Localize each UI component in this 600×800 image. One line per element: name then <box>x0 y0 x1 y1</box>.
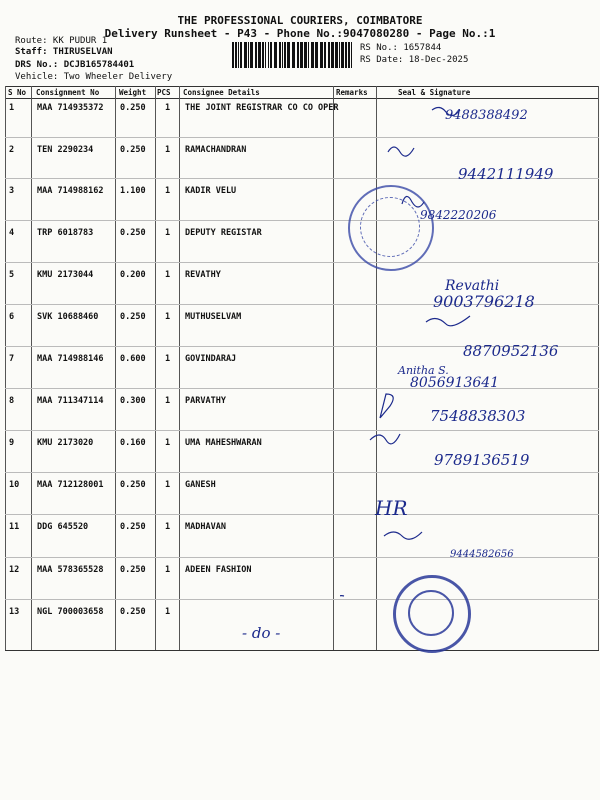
row-weight: 0.250 <box>120 522 146 532</box>
table-top-rule <box>5 86 599 87</box>
barcode-bar <box>339 42 340 68</box>
rs-date: RS Date: 18-Dec-2025 <box>360 55 469 65</box>
barcode-bar <box>331 42 334 68</box>
row-sno: 12 <box>9 565 20 575</box>
row-consignee: ADEEN FASHION <box>185 565 252 575</box>
handwritten-phone-7: 8056913641 <box>410 375 500 391</box>
row-consignee: DEPUTY REGISTAR <box>185 228 262 238</box>
row-sno: 1 <box>9 103 15 113</box>
barcode-bar <box>348 42 350 68</box>
row-sno: 9 <box>9 438 15 448</box>
runsheet-title: Delivery Runsheet - P43 - Phone No.:9047080280 - Page No.:1 <box>104 27 496 40</box>
row-weight: 0.250 <box>120 103 146 113</box>
barcode-bar <box>262 42 264 68</box>
barcode-bar <box>244 42 247 68</box>
barcode-bar <box>238 42 239 68</box>
barcode-bar <box>274 42 277 68</box>
drs-label: DRS No.: DCJB165784401 <box>15 60 135 70</box>
row-consignment: KMU 2173044 <box>37 270 94 280</box>
row-pcs: 1 <box>165 396 171 406</box>
row-consignee: MUTHUSELVAM <box>185 312 242 322</box>
row-consignee: GOVINDARAJ <box>185 354 237 364</box>
barcode <box>232 42 354 68</box>
row-pcs: 1 <box>165 186 171 196</box>
row-consignment: SVK 10688460 <box>37 312 99 322</box>
row-sno: 6 <box>9 312 15 322</box>
row-pcs: 1 <box>165 522 171 532</box>
row-weight: 0.600 <box>120 354 146 364</box>
row-consignee: THE JOINT REGISTRAR CO CO OPER <box>185 103 339 113</box>
barcode-bar <box>300 42 303 68</box>
row-sno: 7 <box>9 354 15 364</box>
row-consignment: TRP 6018783 <box>37 228 94 238</box>
barcode-bar <box>315 42 318 68</box>
row-consignee: REVATHY <box>185 270 221 280</box>
row-weight: 0.250 <box>120 480 146 490</box>
barcode-bar <box>250 42 253 68</box>
row-sno: 5 <box>9 270 15 280</box>
row-weight: 0.300 <box>120 396 146 406</box>
handwritten-phone-6: 8870952136 <box>463 342 559 360</box>
col-divider <box>31 86 32 650</box>
signature-scribbles <box>340 100 600 660</box>
row-consignee: UMA MAHESHWARAN <box>185 438 262 448</box>
barcode-bar <box>328 42 330 68</box>
handwritten-phone-11: 9444582656 <box>450 549 514 560</box>
row-consignee: GANESH <box>185 480 216 490</box>
barcode-bar <box>308 42 309 68</box>
barcode-bar <box>304 42 307 68</box>
barcode-bar <box>287 42 290 68</box>
row-consignment: MAA 714935372 <box>37 103 104 113</box>
handwritten-ditto-13: - do - <box>242 624 281 642</box>
col-divider <box>179 86 180 650</box>
rs-no: RS No.: 1657844 <box>360 43 442 53</box>
barcode-bar <box>311 42 314 68</box>
row-pcs: 1 <box>165 145 171 155</box>
handwritten-phone-5: 9003796218 <box>433 292 535 311</box>
row-consignment: MAA 712128001 <box>37 480 104 490</box>
handwritten-phone-8: 7548838303 <box>430 407 526 425</box>
route-label: Route: KK PUDUR 1 <box>15 36 108 46</box>
handwritten-phone-1: 9488388492 <box>445 108 528 123</box>
col-header-details: Consignee Details <box>183 88 260 97</box>
handwritten-phone-3: 9842220206 <box>420 208 497 222</box>
row-sno: 13 <box>9 607 20 617</box>
row-weight: 0.200 <box>120 270 146 280</box>
row-pcs: 1 <box>165 354 171 364</box>
barcode-bar <box>255 42 257 68</box>
barcode-bar <box>258 42 261 68</box>
row-sno: 10 <box>9 480 20 490</box>
col-header-consignment: Consignment No <box>36 88 100 97</box>
row-sno: 11 <box>9 522 20 532</box>
barcode-bar <box>232 42 234 68</box>
row-pcs: 1 <box>165 103 171 113</box>
row-consignment: KMU 2173020 <box>37 438 94 448</box>
row-sno: 3 <box>9 186 15 196</box>
barcode-bar <box>284 42 286 68</box>
row-consignment: MAA 578365528 <box>37 565 104 575</box>
row-pcs: 1 <box>165 565 171 575</box>
handwritten-name-5: Revathi <box>445 278 500 294</box>
col-divider <box>5 86 6 650</box>
row-pcs: 1 <box>165 607 171 617</box>
vehicle-label: Vehicle: Two Wheeler Delivery <box>15 72 173 82</box>
col-header-pcs: PCS <box>157 88 171 97</box>
barcode-bar <box>282 42 283 68</box>
col-divider <box>155 86 156 650</box>
row-weight: 0.250 <box>120 607 146 617</box>
row-sno: 4 <box>9 228 15 238</box>
row-weight: 1.100 <box>120 186 146 196</box>
row-weight: 0.250 <box>120 565 146 575</box>
row-weight: 0.250 <box>120 145 146 155</box>
barcode-bar <box>335 42 338 68</box>
col-header-seal: Seal & Signature <box>398 88 471 97</box>
row-pcs: 1 <box>165 438 171 448</box>
col-header-remarks: Remarks <box>336 88 368 97</box>
row-weight: 0.250 <box>120 312 146 322</box>
row-consignee: PARVATHY <box>185 396 226 406</box>
handwritten-phone-9: 9789136519 <box>434 451 530 469</box>
barcode-bar <box>324 42 326 68</box>
col-header-sno: S No <box>8 88 27 97</box>
row-consignee: RAMACHANDRAN <box>185 145 247 155</box>
handwritten-initials-10: HR <box>375 496 408 520</box>
row-consignment: MAA 714988162 <box>37 186 104 196</box>
barcode-bar <box>292 42 295 68</box>
barcode-bar <box>297 42 299 68</box>
company-title: THE PROFESSIONAL COURIERS, COIMBATORE <box>177 14 423 27</box>
barcode-bar <box>351 42 352 68</box>
barcode-bar <box>279 42 281 68</box>
row-sno: 8 <box>9 396 15 406</box>
barcode-bar <box>248 42 249 68</box>
row-weight: 0.160 <box>120 438 146 448</box>
col-divider <box>115 86 116 650</box>
row-consignee: KADIR VELU <box>185 186 237 196</box>
col-divider <box>333 86 334 650</box>
row-consignment: NGL 700003658 <box>37 607 104 617</box>
handwritten-name-7: Anitha S. <box>398 364 449 377</box>
handwritten-phone-2: 9442111949 <box>458 165 554 183</box>
barcode-bar <box>235 42 237 68</box>
barcode-bar <box>345 42 347 68</box>
row-consignment: MAA 714988146 <box>37 354 104 364</box>
table-header-rule <box>5 98 599 99</box>
barcode-bar <box>320 42 323 68</box>
row-consignment: DDG 645520 <box>37 522 89 532</box>
barcode-bar <box>341 42 344 68</box>
row-pcs: 1 <box>165 270 171 280</box>
row-consignee: MADHAVAN <box>185 522 226 532</box>
row-pcs: 1 <box>165 312 171 322</box>
row-consignment: TEN 2290234 <box>37 145 94 155</box>
row-consignment: MAA 711347114 <box>37 396 104 406</box>
staff-label: Staff: THIRUSELVAN <box>15 47 113 57</box>
row-pcs: 1 <box>165 228 171 238</box>
barcode-bar <box>268 42 269 68</box>
row-weight: 0.250 <box>120 228 146 238</box>
row-sno: 2 <box>9 145 15 155</box>
col-header-weight: Weight <box>119 88 147 97</box>
row-pcs: 1 <box>165 480 171 490</box>
barcode-bar <box>270 42 272 68</box>
barcode-bar <box>265 42 266 68</box>
barcode-bar <box>240 42 242 68</box>
